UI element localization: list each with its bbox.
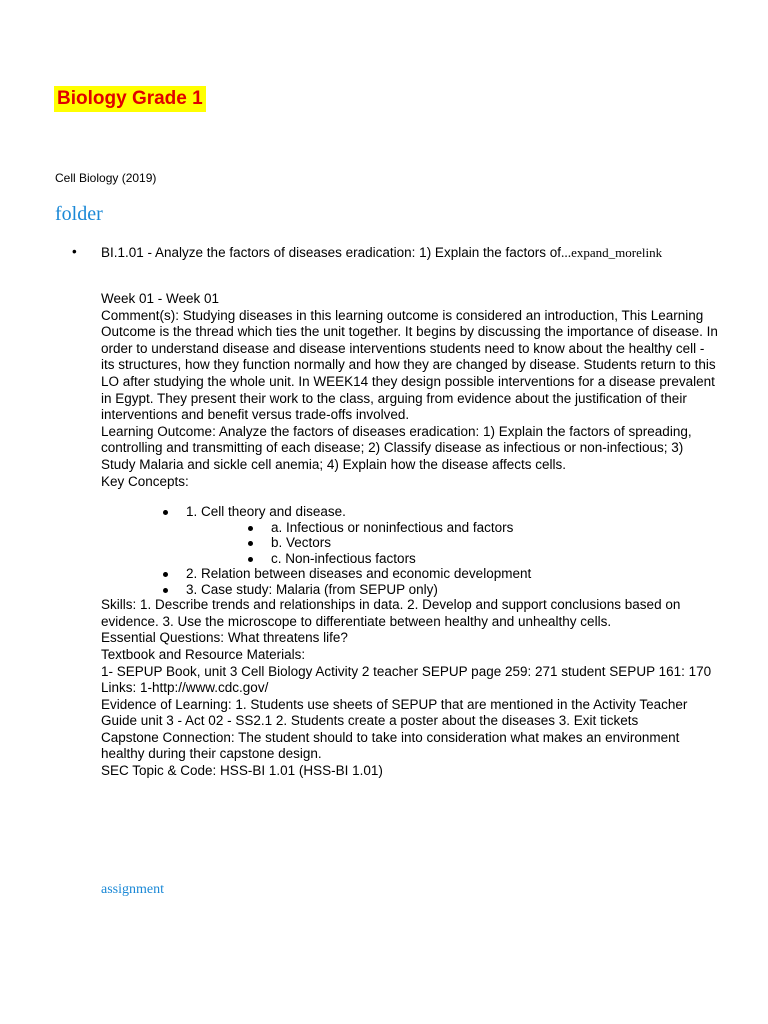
assignment-icon[interactable]: assignment <box>101 882 164 897</box>
folder-icon[interactable]: folder <box>55 203 103 225</box>
expand-more-icon[interactable]: expand_more <box>571 245 642 260</box>
sec-topic-code: SEC Topic & Code: HSS-BI 1.01 (HSS-BI 1.01) <box>101 763 383 779</box>
bullet-icon <box>248 557 253 562</box>
textbook-label: Textbook and Resource Materials: <box>101 646 306 662</box>
list-item: 3. Case study: Malaria (from SEPUP only) <box>101 582 721 598</box>
week-range: Week 01 - Week 01 <box>101 291 220 306</box>
key-concepts-list <box>101 504 721 597</box>
textbook-resources: 1- SEPUP Book, unit 3 Cell Biology Activity 2 teacher SEPUP page 259: 271 student SEPUP 161: 170 Links: 1-http://www.cdc.gov/ <box>101 663 712 696</box>
essential-questions: Essential Questions: What threatens life? <box>101 630 348 646</box>
bullet-icon: • <box>72 244 77 259</box>
key-concepts-label: Key Concepts: <box>101 473 189 489</box>
list-item: 2. Relation between diseases and economic development <box>101 566 721 582</box>
list-item: a. Infectious or noninfectious and factors <box>101 520 721 536</box>
bullet-icon <box>248 541 253 546</box>
evidence-of-learning: Evidence of Learning: 1. Students use sheets of SEPUP that are mentioned in the Activity Teacher Guide unit 3 - Act 02 - SS2.1 2. Students create a poster about the diseases 3. Exit tickets <box>101 696 688 729</box>
learning-outcome-summary <box>101 245 662 261</box>
bullet-icon <box>163 510 168 515</box>
bullet-icon <box>163 588 168 593</box>
bullet-icon <box>248 526 253 531</box>
course-name: Cell Biology (2019) <box>55 171 157 185</box>
learning-outcome: Learning Outcome: Analyze the factors of diseases eradication: 1) Explain the factors of spreading, controlling and transmitting of each disease; 2) Classify disease as infectious or non-infectious; 3) Study Malaria and sickle cell anemia; 4) Explain how the disease affects cells. <box>101 423 692 472</box>
list-item: c. Non-infectious factors <box>101 551 721 567</box>
list-item: 1. Cell theory and disease. <box>101 504 721 520</box>
bullet-icon <box>163 572 168 577</box>
page-title: Biology Grade 1 <box>54 86 206 112</box>
learning-outcome-details <box>101 291 721 780</box>
list-item: b. Vectors <box>101 535 721 551</box>
comments: Comment(s): Studying diseases in this learning outcome is considered an introduction, This Learning Outcome is the thread which ties the unit together. It begins by discussing the importance of disease. In order to understand disease and disease interventions students need to know about the healthy cell - its structures, how they function normally and how they are changed by disease. Students return to this LO after studying the whole unit. In WEEK14 they design possible interventions for a disease prevalent in Egypt. They present their work to the class, arguing from evidence about the justification of their interventions and benefit versus trade-offs involved. <box>101 307 718 423</box>
link-icon[interactable]: link <box>641 245 663 260</box>
skills: Skills: 1. Describe trends and relationships in data. 2. Develop and support conclusions based on evidence. 3. Use the microscope to differentiate between healthy and unhealthy cells. <box>101 597 681 629</box>
capstone-connection: Capstone Connection: The student should to take into consideration what makes an environment healthy during their capstone design. <box>101 729 680 762</box>
learning-outcome-summary-text: BI.1.01 - Analyze the factors of diseases eradication: 1) Explain the factors of <box>101 245 562 260</box>
ellipsis: ... <box>561 245 572 260</box>
